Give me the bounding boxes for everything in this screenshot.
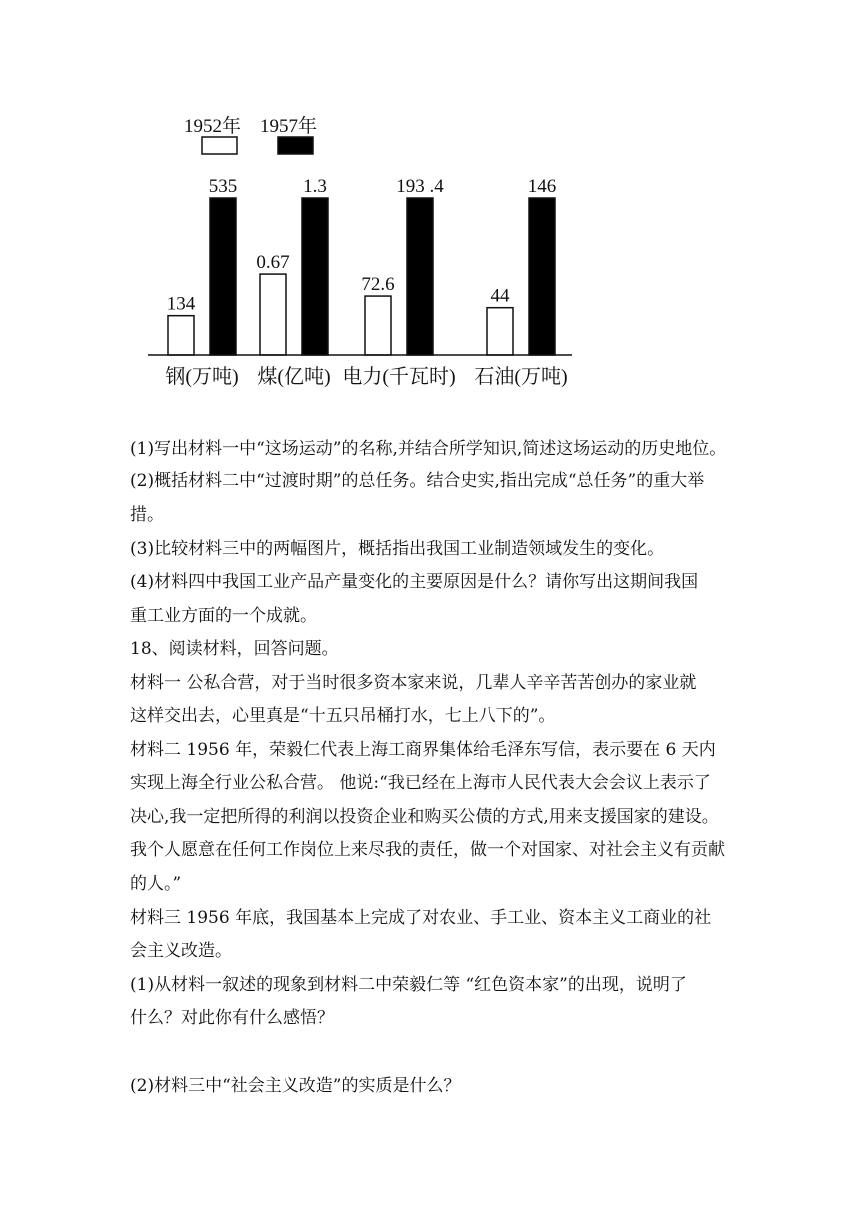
bar-chart (140, 105, 600, 400)
text-line: 决心,我一定把所得的利润以投资企业和购买公债的方式,用来支援国家的建设。 (130, 807, 719, 827)
category-label-0: 钢(万吨) (165, 366, 239, 388)
legend-swatch-0 (202, 137, 237, 154)
category-label-1: 煤(亿吨) (257, 366, 331, 388)
category-label-2: 电力(千瓦时) (342, 366, 456, 388)
text-line: 材料一 公私合营，对于当时很多资本家来说，几辈人辛辛苦苦创办的家业就 (130, 673, 697, 693)
text-line: (2)概括材料二中“过渡时期”的总任务。结合史实,指出完成“总任务”的重大举 (130, 471, 705, 491)
text-line: 我个人愿意在任何工作岗位上来尽我的责任，做一个对国家、对社会主义有贡献 (130, 840, 725, 860)
data-label-1-1: 1.3 (303, 176, 327, 197)
bar-1-0 (260, 274, 286, 355)
text-line: (4)材料四中我国工业产品产量变化的主要原因是什么？请你写出这期间我国 (130, 572, 699, 592)
chart-bars (167, 176, 557, 355)
text-line: 材料三 1956 年底，我国基本上完成了对农业、手工业、资本主义工商业的社 (130, 908, 712, 928)
bar-0-1 (210, 198, 236, 355)
text-line: 18、阅读材料，回答问题。 (130, 639, 339, 659)
data-label-3-1: 146 (527, 176, 557, 197)
data-label-1-0: 0.67 (256, 252, 290, 274)
chart-categories (165, 365, 567, 388)
legend-label-0: 1952年 (184, 116, 242, 137)
text-line: 措。 (130, 505, 164, 525)
bar-3-1 (529, 198, 555, 355)
legend-swatch-1 (278, 137, 313, 154)
bar-2-1 (407, 198, 433, 355)
text-line: (1)写出材料一中“这场运动”的名称,并结合所学知识,简述这场运动的历史地位。 (130, 439, 727, 459)
legend-label-1: 1957年 (260, 116, 318, 137)
text-line: (3)比较材料三中的两幅图片，概括指出我国工业制造领域发生的变化。 (130, 539, 665, 559)
text-line: 实现上海全行业公私合营。 他说:“我已经在上海市人民代表大会会议上表示了 (130, 773, 711, 793)
text-line: 的人。” (130, 874, 182, 894)
text-line: 材料二 1956 年，荣毅仁代表上海工商界集体给毛泽东写信，表示要在 6 天内 (130, 740, 716, 760)
text-line: 这样交出去，心里真是“十五只吊桶打水，七上八下的”。 (130, 706, 556, 726)
bar-2-0 (365, 296, 391, 355)
text-line: (1)从材料一叙述的现象到材料二中荣毅仁等 “红色资本家”的出现，说明了 (130, 975, 687, 995)
bar-0-0 (168, 316, 194, 355)
bar-3-0 (487, 308, 513, 355)
data-label-3-0: 44 (490, 285, 510, 307)
text-line: 重工业方面的一个成就。 (130, 606, 317, 626)
category-label-3: 石油(万吨) (474, 366, 568, 388)
data-label-0-0: 134 (166, 293, 196, 315)
text-line: (2)材料三中“社会主义改造”的实质是什么？ (130, 1076, 461, 1096)
text-line: 什么？对此你有什么感悟？ (130, 1008, 334, 1028)
bar-1-1 (302, 198, 328, 355)
text-line: 会主义改造。 (130, 941, 232, 961)
chart-legend (184, 115, 317, 154)
data-label-2-0: 72.6 (361, 274, 395, 296)
data-label-2-1: 193 .4 (396, 176, 444, 197)
data-label-0-1: 535 (208, 176, 238, 197)
